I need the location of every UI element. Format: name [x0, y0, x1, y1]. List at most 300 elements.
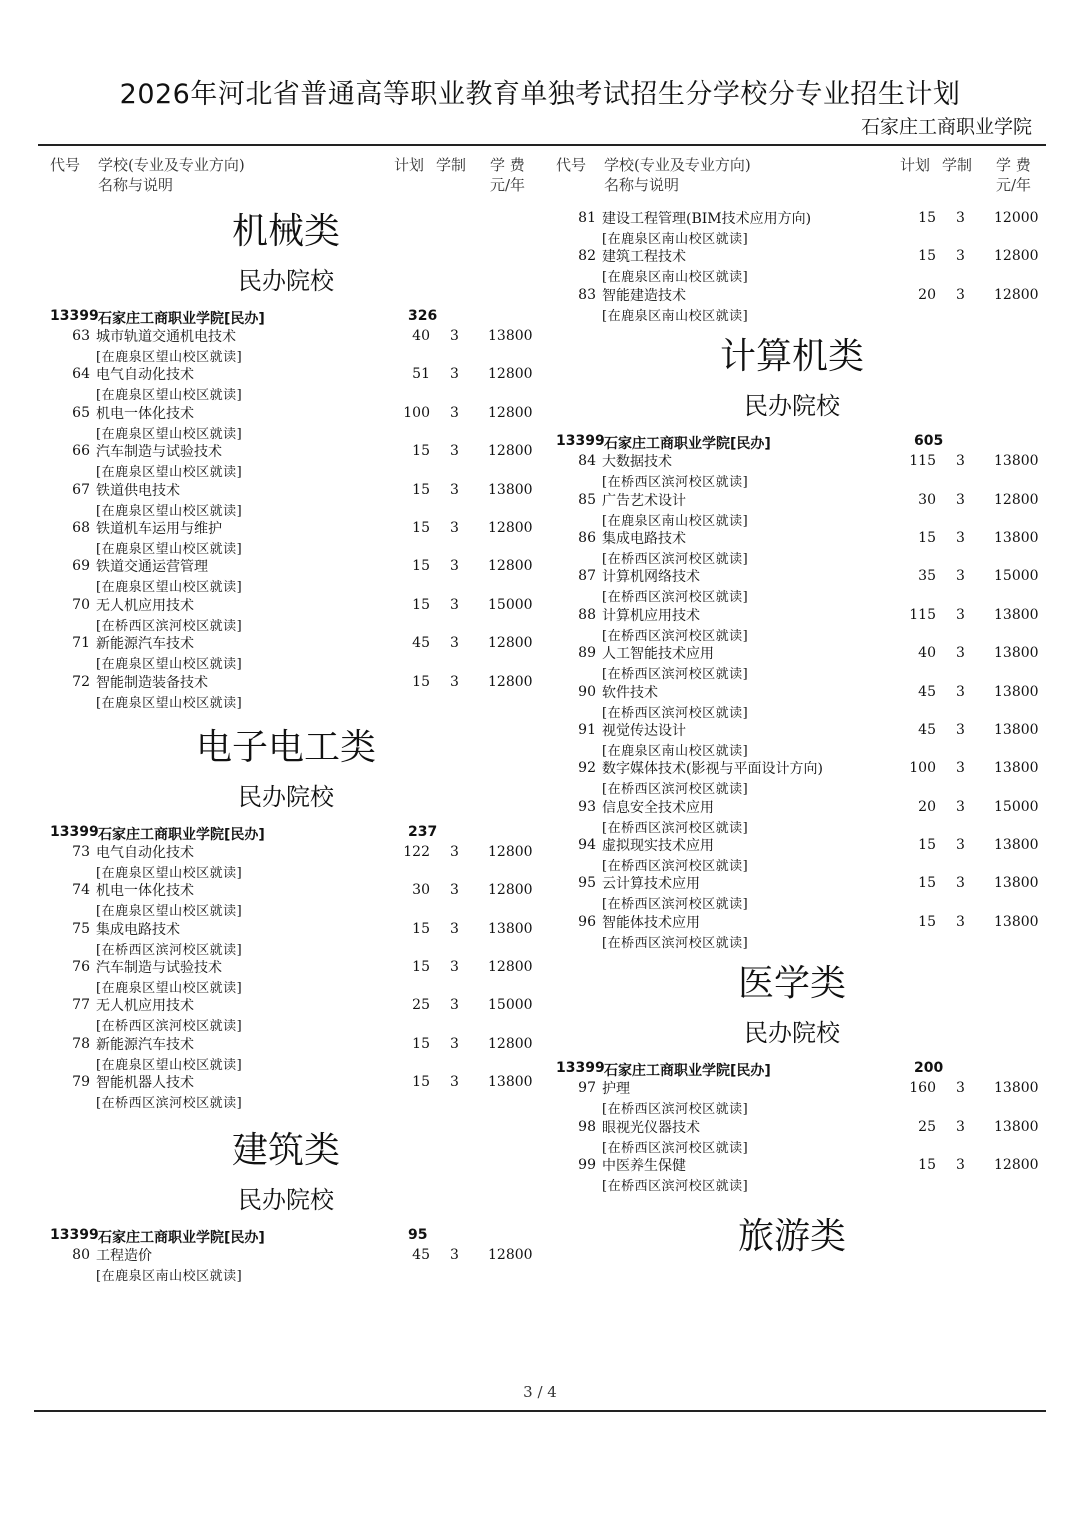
major-code: 88	[578, 606, 596, 623]
major-row	[552, 643, 1042, 681]
header-code: 代号	[556, 156, 587, 174]
category-heading: 电子电工类	[195, 726, 376, 768]
school-total-plan: 326	[408, 308, 438, 324]
plan-count: 15	[918, 210, 936, 226]
campus-note: [在鹿泉区望山校区就读]	[96, 904, 243, 920]
major-row	[552, 285, 1042, 323]
tuition-fee: 13800	[994, 645, 1039, 662]
major-name: 虚拟现实技术应用	[602, 838, 714, 855]
major-row	[552, 605, 1042, 643]
campus-note: [在鹿泉区望山校区就读]	[96, 981, 243, 997]
campus-note: [在鹿泉区南山校区就读]	[602, 270, 749, 286]
header-name-sub: 名称与说明	[98, 176, 174, 194]
school-row	[552, 1056, 1042, 1078]
page-subtitle: 石家庄工商职业学院	[860, 116, 1032, 138]
plan-count: 15	[412, 519, 430, 536]
study-length: 3	[956, 683, 965, 700]
major-name: 铁道交通运营管理	[96, 559, 208, 576]
tuition-fee: 13800	[994, 606, 1039, 623]
major-name: 广告艺术设计	[602, 492, 686, 509]
tuition-fee: 13800	[994, 453, 1039, 470]
campus-note: [在桥西区滨河校区就读]	[602, 628, 749, 644]
study-length: 3	[956, 248, 965, 265]
major-name: 集成电路技术	[96, 921, 180, 938]
major-name: 智能体技术应用	[602, 914, 700, 931]
tuition-fee: 12800	[488, 882, 533, 899]
section-medical	[552, 964, 1042, 1193]
major-code: 72	[72, 673, 90, 690]
major-code: 98	[578, 1118, 596, 1135]
major-name: 建筑工程技术	[602, 249, 686, 266]
tuition-fee: 13800	[994, 1118, 1039, 1135]
study-length: 3	[956, 1118, 965, 1135]
major-row	[552, 528, 1042, 566]
section-computer	[552, 337, 1042, 950]
major-row	[46, 480, 536, 518]
study-length: 3	[450, 366, 459, 383]
campus-note: [在鹿泉区望山校区就读]	[96, 1057, 243, 1073]
school-total-plan: 237	[408, 823, 438, 840]
major-name: 铁道供电技术	[96, 482, 180, 499]
tuition-fee: 12800	[488, 843, 533, 860]
major-row	[552, 566, 1042, 604]
study-length: 3	[450, 843, 459, 860]
plan-count: 15	[918, 875, 936, 892]
tuition-fee: 12800	[488, 404, 533, 421]
school-code: 13399	[50, 308, 99, 324]
plan-count: 15	[412, 673, 430, 690]
major-code: 69	[72, 558, 90, 575]
tuition-fee: 13800	[994, 875, 1039, 892]
school-row	[46, 820, 536, 842]
major-name: 视觉传达设计	[602, 722, 686, 739]
school-name: 石家庄工商职业学院[民办]	[98, 1229, 265, 1246]
school-code: 13399	[556, 433, 605, 450]
section-electronics	[46, 728, 536, 1111]
study-length: 3	[450, 1074, 459, 1091]
campus-note: [在桥西区滨河校区就读]	[96, 1019, 243, 1035]
school-type-heading: 民办院校	[238, 267, 334, 295]
major-name: 无人机应用技术	[96, 597, 194, 614]
campus-note: [在桥西区滨河校区就读]	[602, 897, 749, 913]
major-name: 工程造价	[96, 1247, 152, 1264]
study-length: 3	[956, 645, 965, 662]
tuition-fee: 12800	[994, 1157, 1039, 1174]
plan-count: 45	[918, 683, 936, 700]
campus-note: [在鹿泉区南山校区就读]	[602, 743, 749, 759]
major-row	[46, 633, 536, 671]
top-rule	[38, 144, 1046, 146]
plan-count: 15	[918, 529, 936, 546]
campus-note: [在鹿泉区南山校区就读]	[602, 513, 749, 529]
study-length: 3	[956, 721, 965, 738]
major-name: 中医养生保健	[602, 1158, 686, 1175]
major-name: 数字媒体技术(影视与平面设计方向)	[602, 761, 823, 778]
column-header	[552, 152, 1042, 198]
major-code: 93	[578, 798, 596, 815]
tuition-fee: 12800	[488, 366, 533, 383]
campus-note: [在桥西区滨河校区就读]	[602, 1102, 749, 1118]
study-length: 3	[450, 920, 459, 937]
school-row	[46, 304, 536, 326]
study-length: 3	[956, 760, 965, 777]
tuition-fee: 15000	[488, 997, 533, 1014]
campus-note: [在鹿泉区望山校区就读]	[96, 865, 243, 881]
tuition-fee: 15000	[994, 798, 1039, 815]
plan-count: 115	[909, 453, 936, 470]
major-name: 建设工程管理(BIM技术应用方向)	[602, 211, 812, 227]
major-row	[552, 797, 1042, 835]
plan-count: 35	[918, 568, 936, 585]
left-column	[46, 152, 536, 1283]
study-length: 3	[450, 558, 459, 575]
major-row	[46, 326, 536, 364]
plan-count: 20	[918, 286, 936, 303]
header-length: 学制	[942, 156, 973, 174]
major-row	[46, 1245, 536, 1283]
school-type-heading: 民办院校	[744, 1019, 840, 1048]
plan-count: 15	[918, 837, 936, 854]
major-code: 74	[72, 882, 90, 899]
study-length: 3	[450, 673, 459, 690]
major-name: 电气自动化技术	[96, 844, 194, 861]
tuition-fee: 13800	[994, 837, 1039, 854]
campus-note: [在鹿泉区望山校区就读]	[96, 657, 243, 673]
major-row	[46, 995, 536, 1033]
major-code: 76	[72, 959, 90, 976]
major-name: 智能机器人技术	[96, 1075, 194, 1092]
major-row	[552, 1155, 1042, 1193]
study-length: 3	[450, 882, 459, 899]
study-length: 3	[450, 959, 459, 976]
study-length: 3	[956, 453, 965, 470]
tuition-fee: 13800	[488, 328, 533, 344]
category-heading: 医学类	[737, 963, 846, 1005]
school-total-plan: 605	[914, 433, 944, 450]
school-code: 13399	[556, 1060, 605, 1077]
major-row	[552, 873, 1042, 911]
major-code: 81	[578, 210, 596, 226]
plan-count: 20	[918, 798, 936, 815]
campus-note: [在桥西区滨河校区就读]	[602, 935, 749, 951]
major-row	[46, 1072, 536, 1110]
major-row	[46, 842, 536, 880]
study-length: 3	[956, 286, 965, 303]
study-length: 3	[956, 529, 965, 546]
campus-note: [在鹿泉区望山校区就读]	[96, 580, 243, 596]
major-row	[46, 441, 536, 479]
major-row	[46, 403, 536, 441]
major-name: 无人机应用技术	[96, 998, 194, 1015]
major-code: 90	[578, 683, 596, 700]
plan-count: 15	[412, 481, 430, 498]
section-construction-continued	[552, 208, 1042, 323]
plan-count: 45	[918, 721, 936, 738]
tuition-fee: 13800	[488, 920, 533, 937]
major-code: 96	[578, 913, 596, 930]
major-name: 计算机网络技术	[602, 569, 700, 586]
campus-note: [在鹿泉区南山校区就读]	[602, 308, 749, 324]
study-length: 3	[956, 1080, 965, 1097]
major-code: 84	[578, 453, 596, 470]
major-name: 机电一体化技术	[96, 883, 194, 900]
header-code: 代号	[50, 156, 81, 174]
school-name: 石家庄工商职业学院[民办]	[604, 1063, 771, 1080]
school-total-plan: 200	[914, 1060, 944, 1077]
campus-note: [在鹿泉区望山校区就读]	[96, 350, 243, 365]
major-row	[552, 490, 1042, 528]
section-tourism	[552, 1217, 1042, 1257]
right-column	[552, 152, 1042, 1257]
campus-note: [在桥西区滨河校区就读]	[602, 475, 749, 491]
major-code: 83	[578, 286, 596, 303]
major-row	[552, 835, 1042, 873]
school-code: 13399	[50, 1226, 99, 1243]
category-heading: 机械类	[231, 211, 340, 252]
tuition-fee: 15000	[488, 596, 533, 613]
major-code: 63	[72, 328, 90, 344]
campus-note: [在桥西区滨河校区就读]	[602, 590, 749, 606]
plan-count: 51	[412, 366, 430, 383]
major-code: 65	[72, 404, 90, 421]
major-code: 82	[578, 248, 596, 265]
campus-note: [在桥西区滨河校区就读]	[602, 1140, 749, 1156]
campus-note: [在鹿泉区望山校区就读]	[96, 388, 243, 404]
tuition-fee: 13800	[488, 1074, 533, 1091]
tuition-fee: 13800	[994, 529, 1039, 546]
major-code: 75	[72, 920, 90, 937]
plan-count: 15	[412, 1035, 430, 1052]
major-name: 新能源汽车技术	[96, 1036, 194, 1053]
plan-count: 100	[909, 760, 936, 777]
header-fee-unit: 元/年	[996, 176, 1032, 194]
campus-note: [在鹿泉区望山校区就读]	[96, 503, 243, 519]
school-name: 石家庄工商职业学院[民办]	[98, 311, 265, 327]
major-code: 68	[72, 519, 90, 536]
study-length: 3	[956, 491, 965, 508]
major-row	[552, 1117, 1042, 1155]
tuition-fee: 12800	[488, 959, 533, 976]
campus-note: [在桥西区滨河校区就读]	[602, 859, 749, 875]
campus-note: [在桥西区滨河校区就读]	[602, 551, 749, 567]
campus-note: [在桥西区滨河校区就读]	[96, 1096, 243, 1112]
header-fee: 学 费	[490, 156, 525, 174]
plan-count: 45	[412, 635, 430, 652]
tuition-fee: 12800	[994, 286, 1039, 303]
major-code: 70	[72, 596, 90, 613]
tuition-fee: 12800	[488, 558, 533, 575]
major-row	[46, 518, 536, 556]
major-code: 89	[578, 645, 596, 662]
header-fee-unit: 元/年	[490, 176, 526, 194]
school-code: 13399	[50, 823, 99, 840]
study-length: 3	[956, 913, 965, 930]
plan-count: 15	[412, 596, 430, 613]
campus-note: [在桥西区滨河校区就读]	[96, 942, 243, 958]
campus-note: [在桥西区滨河校区就读]	[602, 1179, 749, 1195]
study-length: 3	[450, 1246, 459, 1263]
school-type-heading: 民办院校	[238, 782, 334, 811]
study-length: 3	[450, 443, 459, 460]
major-row	[552, 682, 1042, 720]
school-type-heading: 民办院校	[744, 392, 840, 421]
study-length: 3	[450, 404, 459, 421]
study-length: 3	[450, 1035, 459, 1052]
plan-count: 15	[412, 959, 430, 976]
major-row	[46, 672, 536, 710]
school-row	[552, 429, 1042, 451]
section-construction	[46, 1131, 536, 1283]
header-name: 学校(专业及专业方向)	[604, 156, 751, 174]
major-code: 97	[578, 1080, 596, 1097]
study-length: 3	[450, 997, 459, 1014]
column-header	[46, 152, 536, 198]
major-name: 新能源汽车技术	[96, 636, 194, 653]
major-name: 智能建造技术	[602, 287, 686, 304]
header-length: 学制	[436, 156, 467, 174]
tuition-fee: 12000	[994, 210, 1039, 226]
tuition-fee: 12800	[488, 1035, 533, 1052]
plan-count: 15	[918, 913, 936, 930]
plan-count: 25	[412, 997, 430, 1014]
major-name: 人工智能技术应用	[602, 646, 714, 663]
major-name: 软件技术	[602, 684, 658, 701]
header-fee: 学 费	[996, 156, 1031, 174]
plan-count: 30	[412, 882, 430, 899]
major-name: 计算机应用技术	[602, 607, 700, 624]
major-row	[552, 720, 1042, 758]
study-length: 3	[956, 210, 965, 226]
major-code: 95	[578, 875, 596, 892]
major-name: 智能制造装备技术	[96, 674, 208, 691]
plan-count: 122	[403, 843, 430, 860]
major-row	[552, 208, 1042, 246]
school-type-heading: 民办院校	[238, 1185, 334, 1214]
section-machinery	[46, 212, 536, 710]
major-name: 护理	[602, 1081, 630, 1098]
study-length: 3	[450, 519, 459, 536]
major-name: 城市轨道交通机电技术	[96, 329, 236, 345]
major-row	[552, 1078, 1042, 1116]
plan-count: 115	[909, 606, 936, 623]
header-plan: 计划	[900, 156, 931, 174]
tuition-fee: 13800	[994, 683, 1039, 700]
campus-note: [在鹿泉区南山校区就读]	[602, 232, 749, 247]
tuition-fee: 12800	[994, 248, 1039, 265]
campus-note: [在桥西区滨河校区就读]	[602, 820, 749, 836]
major-name: 云计算技术应用	[602, 876, 700, 893]
category-heading: 计算机类	[719, 336, 864, 378]
major-code: 78	[72, 1035, 90, 1052]
campus-note: [在桥西区滨河校区就读]	[602, 705, 749, 721]
major-code: 73	[72, 843, 90, 860]
plan-count: 100	[403, 404, 430, 421]
major-row	[46, 919, 536, 957]
major-row	[552, 758, 1042, 796]
major-code: 80	[72, 1246, 90, 1263]
study-length: 3	[450, 328, 459, 344]
plan-count: 15	[918, 1157, 936, 1174]
major-row	[46, 1034, 536, 1072]
major-code: 66	[72, 443, 90, 460]
major-name: 信息安全技术应用	[602, 799, 714, 816]
major-name: 汽车制造与试验技术	[96, 444, 222, 461]
campus-note: [在鹿泉区望山校区就读]	[96, 465, 243, 481]
tuition-fee: 13800	[488, 481, 533, 498]
campus-note: [在桥西区滨河校区就读]	[602, 782, 749, 798]
major-row	[552, 451, 1042, 489]
study-length: 3	[956, 798, 965, 815]
major-name: 机电一体化技术	[96, 405, 194, 422]
major-code: 99	[578, 1157, 596, 1174]
category-heading: 建筑类	[231, 1129, 340, 1171]
tuition-fee: 12800	[488, 673, 533, 690]
major-name: 铁道机车运用与维护	[96, 520, 222, 537]
campus-note: [在鹿泉区望山校区就读]	[96, 695, 243, 711]
major-name: 汽车制造与试验技术	[96, 960, 222, 977]
campus-note: [在鹿泉区望山校区就读]	[96, 426, 243, 442]
major-row	[552, 246, 1042, 284]
tuition-fee: 13800	[994, 760, 1039, 777]
plan-count: 40	[412, 328, 430, 344]
study-length: 3	[450, 596, 459, 613]
campus-note: [在桥西区滨河校区就读]	[602, 667, 749, 683]
page-title: 2026年河北省普通高等职业教育单独考试招生分学校分专业招生计划	[119, 79, 961, 110]
major-row	[46, 880, 536, 918]
tuition-fee: 13800	[994, 721, 1039, 738]
plan-count: 15	[412, 920, 430, 937]
study-length: 3	[450, 635, 459, 652]
header-plan: 计划	[394, 156, 425, 174]
major-code: 86	[578, 529, 596, 546]
school-total-plan: 95	[408, 1226, 428, 1243]
study-length: 3	[450, 481, 459, 498]
tuition-fee: 12800	[994, 491, 1039, 508]
header-name: 学校(专业及专业方向)	[98, 156, 245, 174]
study-length: 3	[956, 837, 965, 854]
major-code: 94	[578, 837, 596, 854]
plan-count: 40	[918, 645, 936, 662]
major-row	[46, 556, 536, 594]
plan-count: 15	[412, 443, 430, 460]
campus-note: [在桥西区滨河校区就读]	[96, 618, 243, 634]
campus-note: [在鹿泉区望山校区就读]	[96, 541, 243, 557]
category-heading: 旅游类	[737, 1216, 846, 1258]
major-code: 77	[72, 997, 90, 1014]
tuition-fee: 15000	[994, 568, 1039, 585]
school-row	[46, 1223, 536, 1245]
major-code: 64	[72, 366, 90, 383]
tuition-fee: 13800	[994, 913, 1039, 930]
major-code: 71	[72, 635, 90, 652]
major-row	[46, 595, 536, 633]
plan-count: 30	[918, 491, 936, 508]
major-name: 电气自动化技术	[96, 367, 194, 384]
plan-count: 15	[918, 248, 936, 265]
plan-count: 160	[909, 1080, 936, 1097]
major-row	[552, 912, 1042, 950]
major-name: 眼视光仪器技术	[602, 1119, 700, 1136]
plan-count: 45	[412, 1246, 430, 1263]
major-code: 87	[578, 568, 596, 585]
school-name: 石家庄工商职业学院[民办]	[604, 436, 771, 453]
tuition-fee: 12800	[488, 635, 533, 652]
study-length: 3	[956, 606, 965, 623]
tuition-fee: 12800	[488, 1246, 533, 1263]
plan-count: 25	[918, 1118, 936, 1135]
tuition-fee: 12800	[488, 519, 533, 536]
major-code: 79	[72, 1074, 90, 1091]
